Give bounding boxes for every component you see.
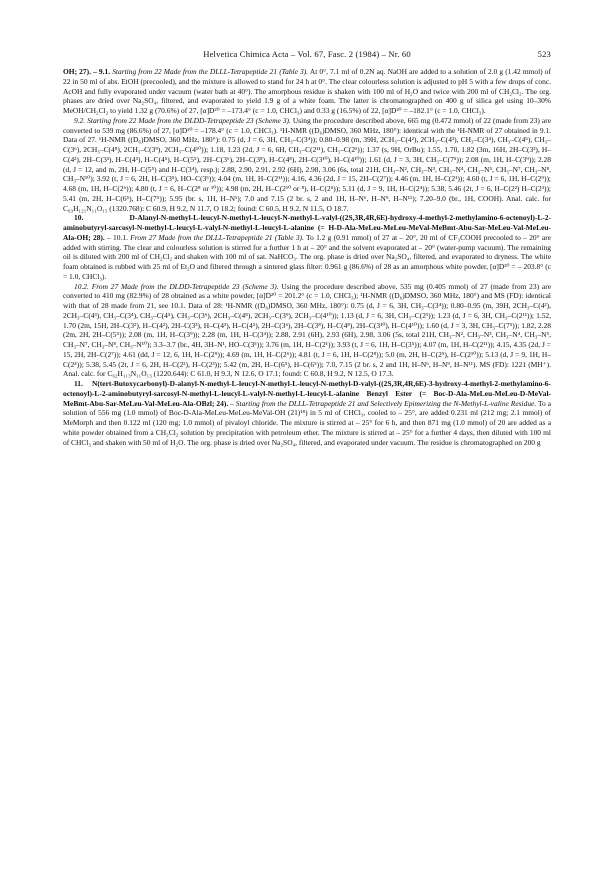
article-body xyxy=(63,67,551,447)
paragraph-9-2 xyxy=(63,116,551,214)
paragraph-10-2 xyxy=(63,282,551,380)
section-heading: 10. D-Alanyl-N-methyl-L-leucyl-N-methyl-L-leucyl-N-methyl-L-valyl-((2S,3R,4R,6E)-hydroxy-4-methyl-2-methylamino-6-octenoyl)-L-2-aminobutyryl-sarcosyl-N-methyl-L-leucyl-L-valyl-N-methyl-L-leucyl-L-alanine (= H-D-Ala-MeLeu-MeLeu-MeVal-MeBmt-Abu-Sar-MeLeu-Val-MeLeu-Ala-OH; 28). xyxy=(63,213,551,242)
running-title: Helvetica Chimica Acta – Vol. 67, Fasc. 2 (1984) – Nr. 60 xyxy=(203,49,411,59)
paragraph-lead: OH; 27). – 9.1. xyxy=(63,67,113,76)
paragraph-text: At 0°, 7.1 ml of 0.2N aq. NaOH are added to a solution of 2.0 g (1.42 mmol) of 22 in 50 ml of abs. EtOH (precooled), and the mixture is allowed to stand for 24 h at 0°. The clear colourless solution is adjusted to pH 5 with a few drops of conc. AcOH and fully evaporated under vacuum (water bath at 40°). The amorphous residue is shaken with 100 ml of H₂O and twice with 200 ml of CH₂Cl₂. The org. phases are dried over Na₂SO₄, filtered, and evaporated to yield 1.9 g of a white foam. The latter is chromatographed on 400 g of silica gel using 10–30% MeOH/CH₂Cl₂ to yield 1.32 g (70.6%) of 27, [α]D²⁰ = –173.4° (c = 1.0, CHCl₃) and 0.33 g (16.5%) of 22, [α]D²⁰ = –182.1° (c = 1.0, CHCl₃). xyxy=(63,67,551,115)
paragraph-10 xyxy=(63,213,551,281)
page-number: 523 xyxy=(537,49,551,59)
paragraph-9-1 xyxy=(63,67,551,116)
paragraph-title: 10.2. From 27 Made from the DLDD-Tetrapeptide 23 (Scheme 3). xyxy=(74,281,279,291)
paragraph-lead: – 10.1. xyxy=(104,232,131,242)
journal-page xyxy=(63,49,551,447)
paragraph-text: To a solution of 556 mg (1.0 mmol) of Boc-D-Ala-MeLeu-MeLeu-MeVal-OH (21)¹⁸) in 5 ml of CHCl₃, cooled to – 25°, are added 0.231 ml (212 mg; 2.1 mmol) of MeMorph and then 0.122 ml (120 mg; 1.0 mmol) of pivaloyl chloride. The mixture is stirred at – 25° for 6 h, and then 871 mg (1.0 mmol) of 20 are added as a white powder obtained from a CH₂Cl₂ solution by precipitation with petroleum ether. The mixture is stirred at – 25° for a further 4 days, then diluted with 100 ml of CHCl₃ and shaken with 50 ml of H₂O. The org. phase is dried over Na₂SO₄, filtered, and evaporated under vacuum. The residue is chromatographed on 200 g xyxy=(63,398,551,447)
paragraph-title: 9.2. Starting from 22 Made from the DLDD-Tetrapeptide 23 (Scheme 3). xyxy=(74,115,291,125)
paragraph-lead: – xyxy=(228,398,236,408)
paragraph-title: Starting from 22 Made from the DLLL-Tetrapeptide 21 (Table 3). xyxy=(112,67,309,76)
paragraph-11 xyxy=(63,379,551,447)
paragraph-text: Using the procedure described above, 535 mg (0.405 mmol) of 27 (made from 23) are converted to 410 mg (82.9%) of 28 obtained as a white powder, [α]D²⁰ = 201.2° (c = 1.0, CHCl₃); ¹H-NMR ((D₆)DMSO, 360 MHz, 180°) and MS (FD): identical with that of 28 made from 21, see 10.1. Data of 28: ¹H-NMR ((D₆)DMSO, 360 MHz, 180°): 0.75 (d, J = 6, 3H, CH₃–C(3⁴)); 0.80–0.95 (m, 39H, 2CH₃–C(4²), 2CH₃–C(4³), CH₃–C(3⁴), CH₃–C(4⁵), CH₃–C(3⁶), 2CH₃–C(4⁸), 2CH₃–C(3⁹), 2CH₃–C(4¹⁰)); 1.13 (d, J = 6, 3H, CH₃–C(2¹)); 1.23 (d, J = 6, 3H, CH₃–C(2¹¹)); 1.52, 1.70 (2m, 15H, 2H–C(3²), H–C(4²), 2H–C(3³), H–C(4³), H–C(4⁵), 2H–C(3⁶), 2H–C(3⁸), H–C(4⁸), 2H–C(3¹⁰), H–C(4¹⁰)); 1.60 (d, J = 3, 3H, CH₃–C(7⁵)); 1.82, 2.28 (2m, 2H, 2H–C(5⁵)); 2.08 (m, 1H, H–C(3⁹)); 2.28 (m, 1H, H–C(3⁴)); 2.88, 2.91 (6H), 2.93 (6H), 2.98, 3.06 (5s, total 21H, CH₃–N², CH₃–N³, CH₃–N⁴, CH₃–N⁵, CH₃–N⁷, CH₃–N⁸, CH₃–N¹⁰); 3.3–3.7 (br., 4H, 3H–N¹, HO–C(3⁵)); 3.76 (m, 1H, H–C(2¹)); 3.93 (t, J = 6, 1H, H–C(3⁵)); 4.07 (m, 1H, H–C(2¹¹)); 4.15, 4.35 (2d, J = 15, 2H, 2H–C(2⁷)); 4.61 (dd, J = 12, 6, 1H, H–C(2⁹)); 4.69 (m, 1H, H–C(2⁶)); 4.81 (t, J = 6, 1H, H–C(2⁸)); 5.0 (m, 2H, H–C(2⁵), H–C(2¹⁰)); 5.13 (d, J = 9, 1H, H–C(2⁴)); 5.38, 5.45 (2t, J = 6, 2H, H–C(2²), H–C(2³)); 5.42 (m, 2H, H–C(6⁵), H–C(6⁵)); 7.0, 7.15 (2 br. s, 2 and 1H, H–N⁶, H–N⁹, H–N¹¹). MS (FD): 1221 (MH⁺). Anal. calc. for C₆₂H₁₁₃N₁₁O₁₃ (1220.644): C 61.0, H 9.3, N 12.6, O 17.1; found: C 60.8, H 9.2, N 12.5, O 17.3. xyxy=(63,281,551,379)
section-heading: 11. N(tert-Butoxycarbonyl)-D-alanyl-N-methyl-L-leucyl-N-methyl-L-leucyl-N-methyl-D-valyl-((2S,3R,4R,6E)-3-hydroxy-4-methyl-2-methylamino-6-octenoyl)-L-2-aminobutyryl-sarcosyl-N-methyl-L-leucyl-L-valyl-N-methyl-L-leucyl-L-alanine Benzyl Ester (= Boc-D-Ala-MeLeu-MeLeu-D-MeVal-MeBmt-Abu-Sar-MeLeu-Val-MeLeu-Ala-OBzl; 24). xyxy=(63,379,551,408)
running-header xyxy=(63,49,551,67)
paragraph-text: To 1.2 g (0.91 mmol) of 27 at – 20°, 20 ml of CF₃COOH precooled to – 20° are added with stirring. The clear and colourless solution is stirred for a further 1 h at – 20° and the solvent evaporated at – 20° (water-pump vacuum). The remaining oil is diluted with 200 ml of CH₂Cl₂ and shaken with 100 ml of sat. NaHCO₃. The org. phase is dried over Na₂SO₄, filtered, and evaporated to dryness. The white foam obtained is rubbed with 25 ml of Et₂O and filtered through a sintered glass filter: 0.961 g (86.6%) of 28 as an amorphous white powder, [α]D²⁰ = – 203.8° (c = 1.0, CHCl₃). xyxy=(63,232,551,281)
paragraph-text: Using the procedure described above, 665 mg (0.472 mmol) of 22 (made from 23) are converted to 539 mg (86.6%) of 27, [α]D²⁰ = –178.4° (c = 1.0, CHCl₃). ¹H-NMR ((D₆)DMSO, 360 MHz, 180°): identical with the ¹H-NMR of 27 obtained in 9.1. Data of 27. ¹H-NMR ((D₆)DMSO, 360 MHz, 180°): 0.75 (d, J = 6, 3H, CH₃–C(3⁴)); 0.80–0.98 (m, 39H, 2CH₃–C(4²), 2CH₃–C(4³), CH₃–C(3⁴), CH₃–C(4⁵), CH₃–C(3⁶), 2CH₃–C(4⁸), 2CH₃–C(3⁹), 2CH₃–C(4¹⁰)); 1.18, 1.23 (2d, J = 6, 6H, CH₃–C(2¹¹), CH₃–C(2¹)); 1.37 (s, 9H, OrBu); 1.55, 1.70, 1.82 (3m, 16H, 2H–C(3²), H–C(4²), 2H–C(3³), H–C(4³), H–C(4⁵), H–C(5⁵), 2H–C(3⁶), 2H–C(3⁸), H–C(4⁸), 2H–C(3¹⁰), H–C(4¹⁰)); 1.61 (d, J = 3, 3H, CH₃–C(7⁵)); 2.08 (m, 1H, H–C(3⁹)); 2.28 (d, J = 12, and m, 2H, H–C(5⁵) and H–C(3⁴), resp.); 2.88, 2.90, 2.91, 2.92 (6H), 2.98, 3.06 (6s, total 21H, CH₃–N², CH₃–N³, CH₃–N⁴, CH₃–N⁵, CH₃–N⁷, CH₃–N⁸, CH₃–N¹⁰); 3.92 (t, J = 6, 2H, H–C(3⁵), HO–C(3⁵)); 4.04 (m, 1H, H–C(2¹¹)); 4.16, 4.36 (2d, J = 15, 2H–C(2⁷)); 4.46 (m, 1H, H–C(2¹)); 4.60 (t, J = 6, 1H, H–C(2⁹)); 4.68 (m, 1H, H–C(2⁶)); 4.80 (t, J = 6, H–C(2⁸ or ¹⁰)); 4.98 (m, 2H, H–C(2¹⁰ or ⁸), H–C(2⁵)); 5.11 (d, J = 9, 1H, H–C(2⁴)); 5.38, 5.46 (2t, J = 6, H–C(2²) H–C(2³)); 5.41 (m, 2H, H–C(6⁵), H–C(7⁵)); 5.95 (br. s, 1H, H–N¹); 7.0 and 7.15 (2 br. s, 2 and 1H, H–N⁶, H–N⁹, H–N¹¹); 7.20–9.0 (br., 1H, COOH). Anal. calc. for C₆₃H₁₂₁N₁₁O₁₅ (1320.768): C 60.9, H 9.2, N 11.7, O 18.2; found: C 60.5, H 9.2, N 11.5, O 18.7. xyxy=(63,115,551,213)
paragraph-title: Starting from the DLLL-Tetrapeptide 21 and Selectively Epimerizing the N-Methyl-L-valine Residue. xyxy=(235,398,537,408)
paragraph-title: From 27 Made from the DLLL-Tetrapeptide 21 (Table 3). xyxy=(130,232,304,242)
